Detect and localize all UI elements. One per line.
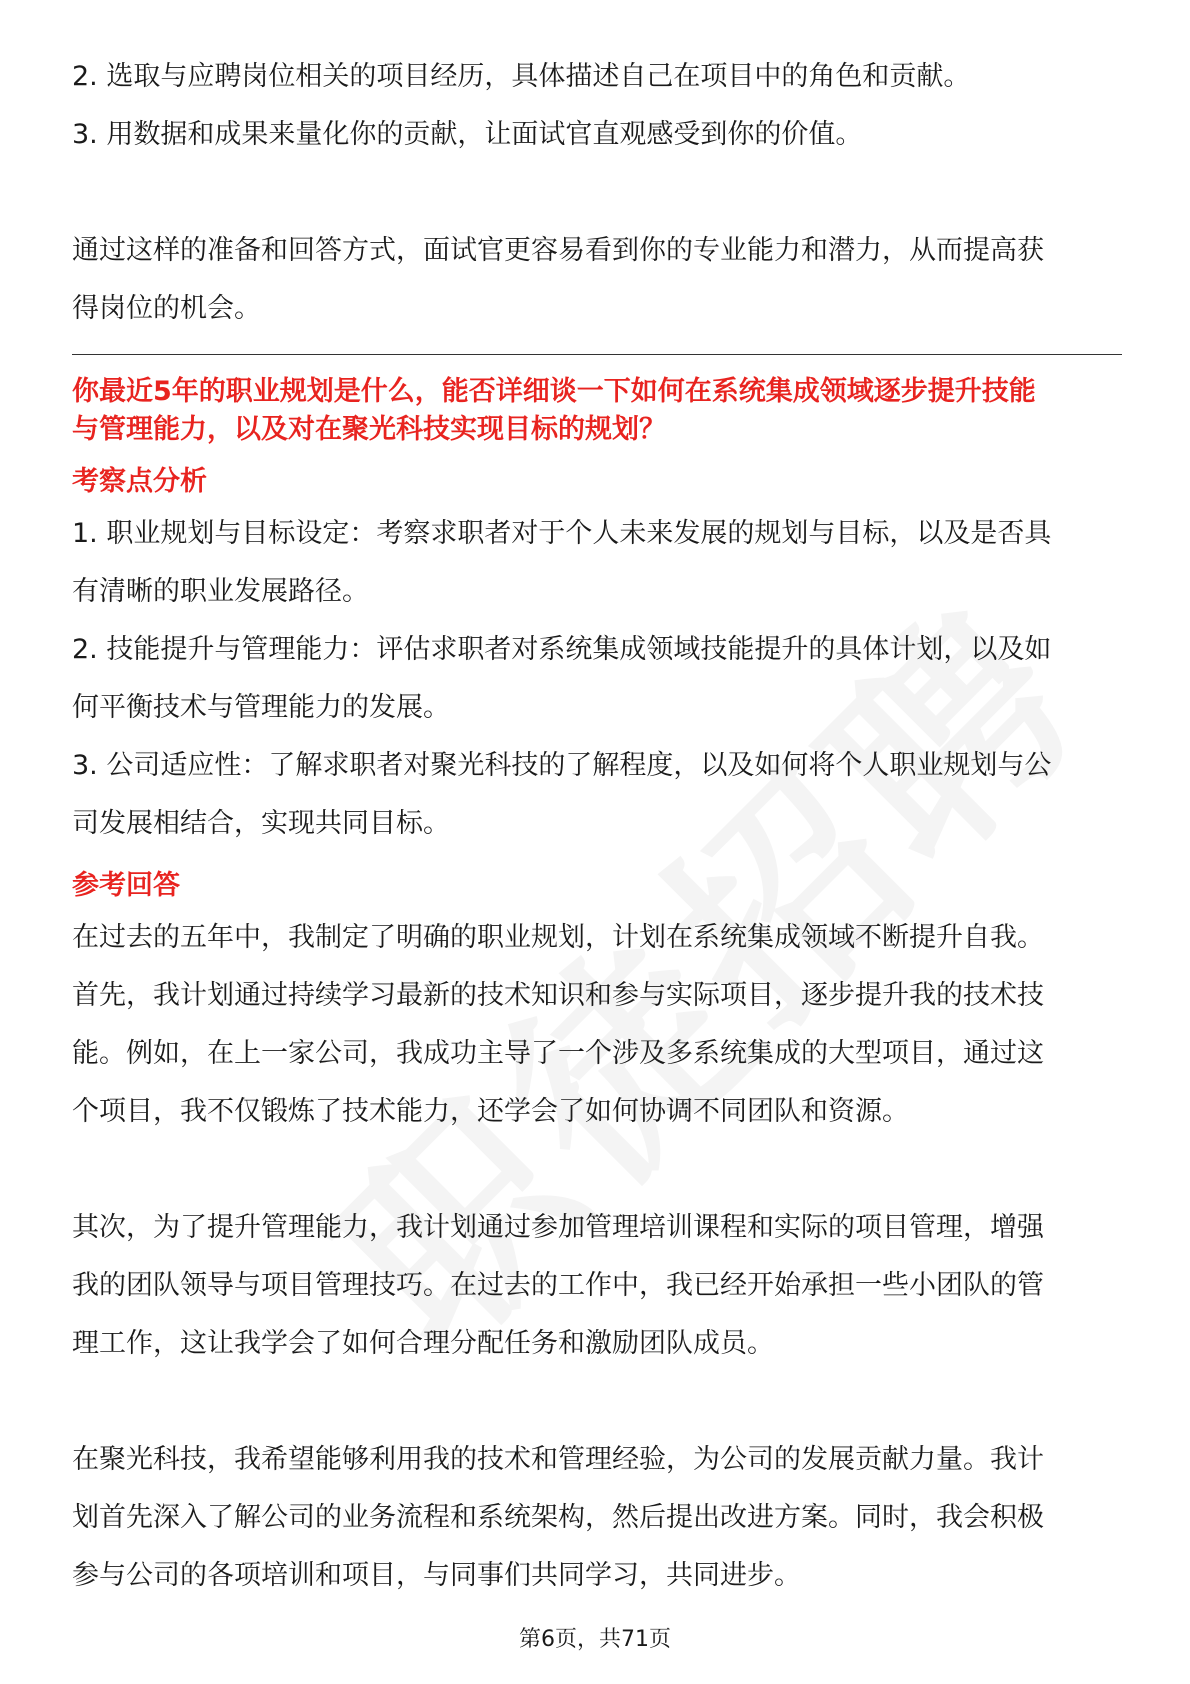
- analysis-item-line: 司发展相结合，实现共同目标。: [72, 808, 450, 839]
- answer-line: 在过去的五年中，我制定了明确的职业规划，计划在系统集成领域不断提升自我。: [72, 922, 1044, 953]
- summary-line: 得岗位的机会。: [72, 293, 261, 324]
- analysis-heading: 考察点分析: [72, 466, 207, 497]
- answer-line: 理工作，这让我学会了如何合理分配任务和激励团队成员。: [72, 1328, 774, 1359]
- question-line: 你最近5年的职业规划是什么，能否详细谈一下如何在系统集成领域逐步提升技能: [72, 376, 1036, 407]
- answer-heading: 参考回答: [72, 870, 180, 901]
- answer-line: 其次，为了提升管理能力，我计划通过参加管理培训课程和实际的项目管理，增强: [72, 1212, 1044, 1243]
- answer-line: 首先，我计划通过持续学习最新的技术知识和参与实际项目，逐步提升我的技术技: [72, 980, 1044, 1011]
- list-item: 2. 选取与应聘岗位相关的项目经历，具体描述自己在项目中的角色和贡献。: [72, 61, 971, 92]
- page-content: [72, 48, 1122, 1605]
- answer-line: 划首先深入了解公司的业务流程和系统架构，然后提出改进方案。同时，我会积极: [72, 1502, 1044, 1533]
- analysis-list: [72, 505, 1122, 853]
- answer-paragraph: [72, 909, 1122, 1141]
- question-line: 与管理能力，以及对在聚光科技实现目标的规划？: [72, 414, 666, 445]
- answer-line: 我的团队领导与项目管理技巧。在过去的工作中，我已经开始承担一些小团队的管: [72, 1270, 1044, 1301]
- list-item: 3. 用数据和成果来量化你的贡献，让面试官直观感受到你的价值。: [72, 119, 863, 150]
- analysis-item-line: 3. 公司适应性：了解求职者对聚光科技的了解程度，以及如何将个人职业规划与公: [72, 750, 1052, 781]
- page-number: 第6页，共71页: [519, 1627, 671, 1652]
- analysis-item-line: 有清晰的职业发展路径。: [72, 576, 369, 607]
- answer-line: 能。例如，在上一家公司，我成功主导了一个涉及多系统集成的大型项目，通过这: [72, 1038, 1044, 1069]
- analysis-item-line: 何平衡技术与管理能力的发展。: [72, 692, 450, 723]
- summary-line: 通过这样的准备和回答方式，面试官更容易看到你的专业能力和潜力，从而提高获: [72, 235, 1044, 266]
- answer-line: 参与公司的各项培训和项目，与同事们共同学习，共同进步。: [72, 1560, 801, 1591]
- answer-paragraph: [72, 1431, 1122, 1605]
- answer-line: 在聚光科技，我希望能够利用我的技术和管理经验，为公司的发展贡献力量。我计: [72, 1444, 1044, 1475]
- section-divider: [72, 354, 1122, 355]
- analysis-item-line: 1. 职业规划与目标设定：考察求职者对于个人未来发展的规划与目标，以及是否具: [72, 518, 1052, 549]
- analysis-item-line: 2. 技能提升与管理能力：评估求职者对系统集成领域技能提升的具体计划，以及如: [72, 634, 1052, 665]
- answer-line: 个项目，我不仅锻炼了技术能力，还学会了如何协调不同团队和资源。: [72, 1096, 909, 1127]
- answer-paragraph: [72, 1199, 1122, 1373]
